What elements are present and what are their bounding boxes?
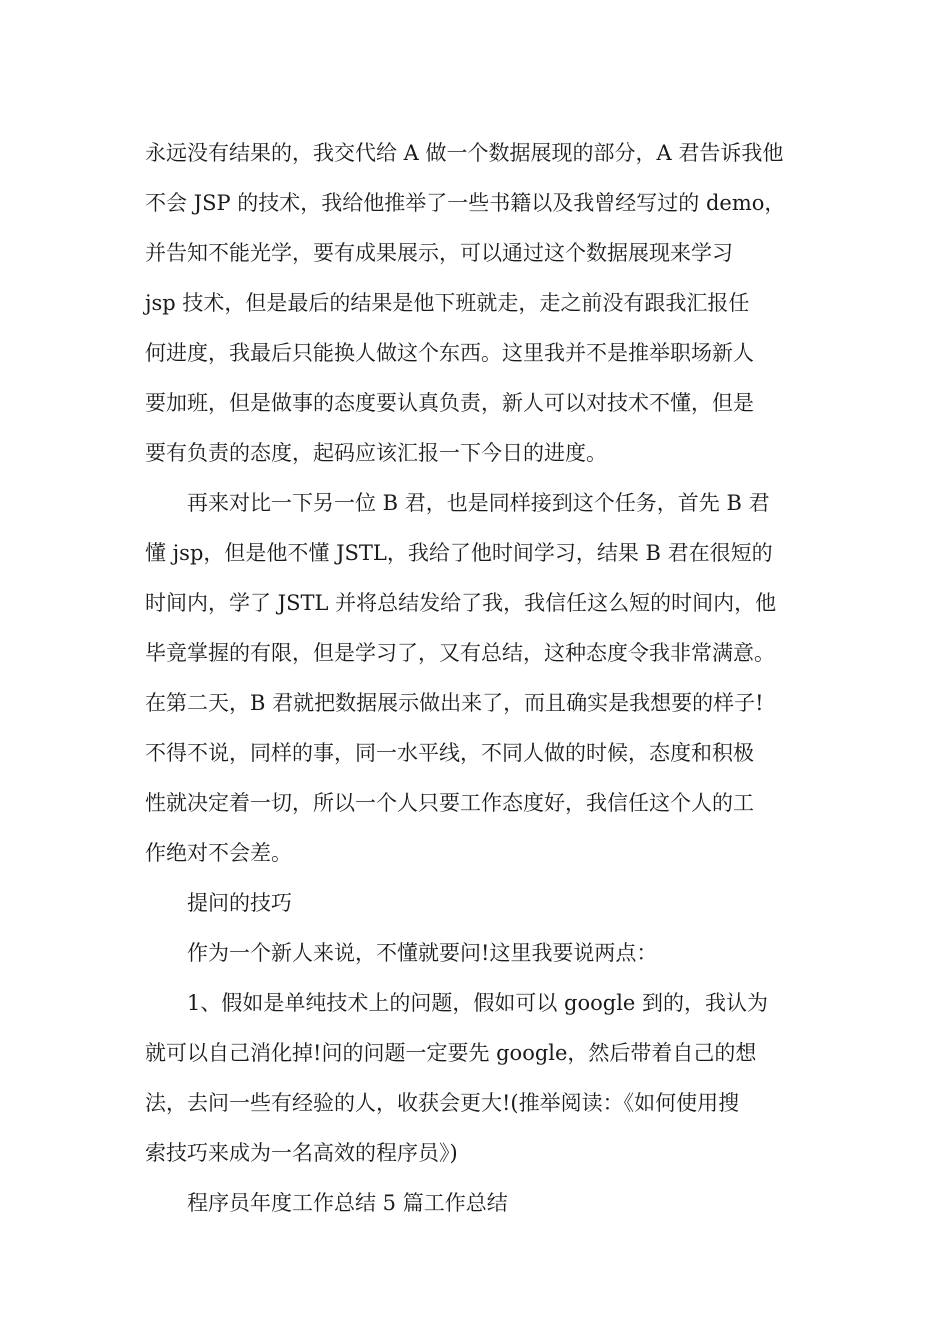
text-line: jsp 技术，但是最后的结果是他下班就走，走之前没有跟我汇报任	[145, 291, 750, 315]
text-line: 要有负责的态度，起码应该汇报一下今日的进度。	[145, 441, 607, 465]
text-line: 要加班，但是做事的态度要认真负责，新人可以对技术不懂，但是	[145, 391, 754, 415]
text-line: 何进度，我最后只能换人做这个东西。这里我并不是推举职场新人	[145, 341, 754, 365]
text-line: 作为一个新人来说，不懂就要问!这里我要说两点：	[187, 941, 658, 965]
text-line: 毕竟掌握的有限，但是学习了，又有总结，这种态度令我非常满意。	[145, 641, 775, 665]
paragraph	[145, 1178, 815, 1228]
text-line: 作绝对不会差。	[145, 841, 292, 865]
text-line: 索技巧来成为一名高效的程序员》)	[145, 1141, 458, 1165]
text-line: 懂 jsp，但是他不懂 JSTL，我给了他时间学习，结果 B 君在很短的	[145, 541, 773, 565]
text-line: 1、假如是单纯技术上的问题，假如可以 google 到的，我认为	[187, 991, 769, 1015]
heading-text: 提问的技巧	[187, 891, 292, 915]
section-heading	[145, 878, 815, 928]
text-line: 不得不说，同样的事，同一水平线，不同人做的时候，态度和积极	[145, 741, 754, 765]
paragraph	[145, 478, 815, 878]
paragraph	[145, 978, 815, 1178]
text-line: 永远没有结果的，我交代给 A 做一个数据展现的部分，A 君告诉我他	[145, 141, 784, 165]
paragraph	[145, 128, 815, 478]
text-line: 再来对比一下另一位 B 君，也是同样接到这个任务，首先 B 君	[187, 491, 770, 515]
text-line: 就可以自己消化掉!问的问题一定要先 google，然后带着自己的想	[145, 1041, 757, 1065]
text-line: 时间内，学了 JSTL 并将总结发给了我，我信任这么短的时间内，他	[145, 591, 777, 615]
document-body	[145, 128, 815, 1228]
paragraph	[145, 928, 815, 978]
text-line: 性就决定着一切，所以一个人只要工作态度好，我信任这个人的工	[145, 791, 754, 815]
text-line: 不会 JSP 的技术，我给他推举了一些书籍以及我曾经写过的 demo，	[145, 191, 786, 215]
text-line: 程序员年度工作总结 5 篇工作总结	[187, 1191, 508, 1215]
text-line: 在第二天，B 君就把数据展示做出来了，而且确实是我想要的样子!	[145, 691, 764, 715]
text-line: 并告知不能光学，要有成果展示，可以通过这个数据展现来学习	[145, 241, 733, 265]
text-line: 法，去问一些有经验的人，收获会更大!(推举阅读：《如何使用搜	[145, 1091, 740, 1115]
